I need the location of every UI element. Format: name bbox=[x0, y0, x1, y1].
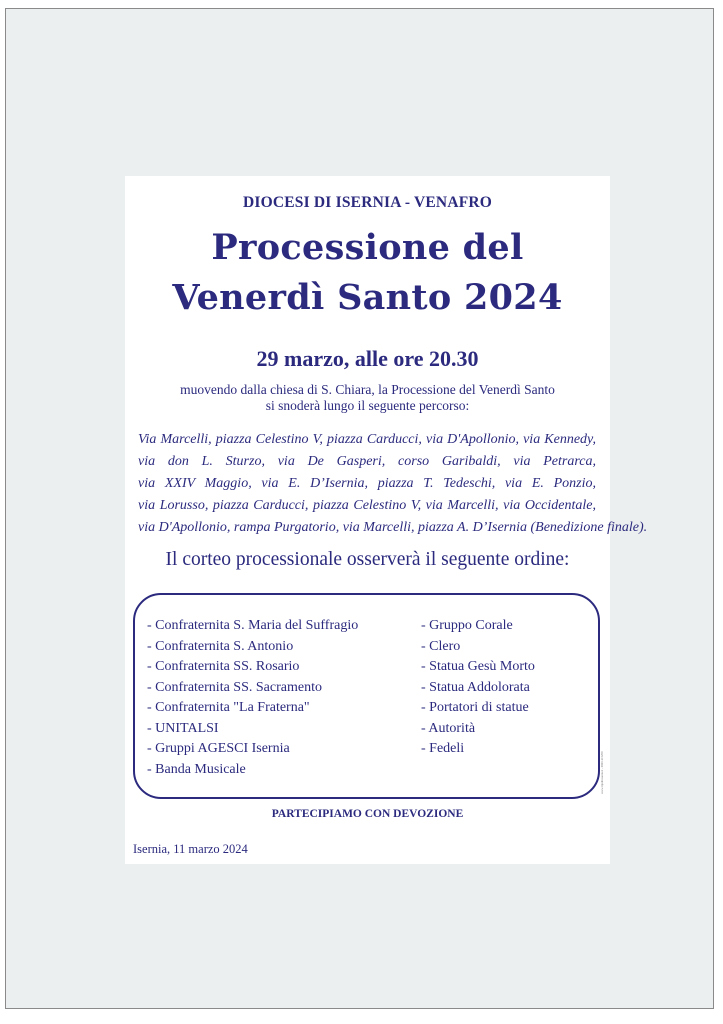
order-heading: Il corteo processionale osserverà il seguente ordine: bbox=[165, 549, 570, 570]
list-item: - Statua Gesù Morto bbox=[421, 659, 535, 674]
route-line: Via Marcelli, piazza Celestino V, piazza Carducci, via D'Apollonio, via Kennedy, bbox=[138, 432, 596, 447]
diocese-heading: DIOCESI DI ISERNIA - VENAFRO bbox=[242, 194, 493, 211]
poster bbox=[125, 176, 648, 864]
list-item: - UNITALSI bbox=[147, 720, 219, 736]
list-item: - Statua Addolorata bbox=[421, 679, 530, 695]
place-date: Isernia, 11 marzo 2024 bbox=[133, 842, 248, 856]
order-list-left bbox=[147, 616, 358, 780]
list-item: - Clero bbox=[421, 638, 461, 654]
list-item: - Portatori di statue bbox=[421, 700, 529, 715]
route-line: via XXIV Maggio, via E. D’Isernia, piazza T. Tedeschi, via E. Ponzio, bbox=[138, 476, 596, 491]
order-box bbox=[133, 593, 600, 799]
list-item: - Confraternita S. Antonio bbox=[147, 638, 294, 654]
order-list-right bbox=[421, 616, 535, 760]
list-item: - Confraternita "La Fraterna" bbox=[147, 700, 310, 715]
list-item: - Gruppi AGESCI Isernia bbox=[147, 741, 290, 756]
title-line-1: Processione del bbox=[211, 227, 524, 268]
intro-line-2: si snoderà lungo il seguente percorso: bbox=[265, 398, 470, 413]
list-item: - Fedeli bbox=[421, 741, 465, 756]
list-item: - Banda Musicale bbox=[147, 761, 246, 777]
list-item: - Autorità bbox=[421, 720, 476, 736]
route-line: via D'Apollonio, rampa Purgatorio, via Marcelli, piazza A. D’Isernia (Benedizione finale). bbox=[138, 520, 648, 535]
route-text bbox=[138, 429, 648, 539]
route-line: via Lorusso, piazza Carducci, piazza Celestino V, via Marcelli, via Occidentale, bbox=[138, 498, 596, 513]
intro-text bbox=[125, 382, 610, 414]
route-line: via don L. Sturzo, via De Gasperi, corso Garibaldi, via Petrarca, bbox=[138, 454, 596, 469]
list-item: - Gruppo Corale bbox=[421, 618, 513, 633]
intro-line-1: muovendo dalla chiesa di S. Chiara, la Processione del Venerdì Santo bbox=[180, 382, 555, 397]
list-item: - Confraternita S. Maria del Suffragio bbox=[147, 618, 359, 633]
page-frame bbox=[5, 8, 714, 1009]
list-item: - Confraternita SS. Sacramento bbox=[147, 679, 322, 695]
event-date: 29 marzo, alle ore 20.30 bbox=[256, 346, 479, 371]
motto: PARTECIPIAMO CON DEVOZIONE bbox=[271, 808, 464, 820]
title-line-2: Venerdì Santo 2024 bbox=[172, 277, 563, 318]
printer-credit: www.tipolitosanta.it - 0865 415290 bbox=[600, 751, 604, 794]
list-item: - Confraternita SS. Rosario bbox=[147, 659, 300, 674]
